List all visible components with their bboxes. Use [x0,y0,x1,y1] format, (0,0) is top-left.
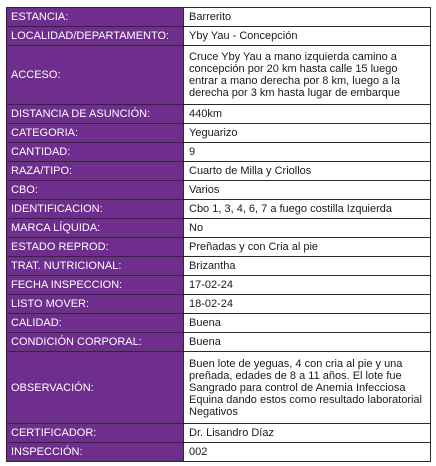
row-identificacion [7,200,431,219]
row-fecha-inspeccion [7,276,431,295]
field-value: Buena [184,314,431,333]
field-value: Dr. Lisandro Díaz [184,424,431,443]
row-certificador [7,424,431,443]
field-label: CERTIFICADOR: [7,424,184,443]
field-label: INSPECCIÓN: [7,443,184,462]
field-value: Varios [184,181,431,200]
field-label: FECHA INSPECCION: [7,276,184,295]
inspection-sheet [6,7,431,462]
field-value: Cuarto de Milla y Criollos [184,162,431,181]
row-condicion-corporal [7,333,431,352]
field-label: CBO: [7,181,184,200]
field-label: CATEGORIA: [7,124,184,143]
row-estancia [7,8,431,27]
field-label: ESTADO REPROD: [7,238,184,257]
row-localidad [7,27,431,46]
row-categoria [7,124,431,143]
field-value: 002 [184,443,431,462]
field-value: Barrerito [184,8,431,27]
row-trat-nutricional [7,257,431,276]
field-value: Cbo 1, 3, 4, 6, 7 a fuego costilla Izquierda [184,200,431,219]
row-inspeccion [7,443,431,462]
row-cantidad [7,143,431,162]
field-label: LISTO MOVER: [7,295,184,314]
field-value: Buena [184,333,431,352]
field-value: Cruce Yby Yau a mano izquierda camino a concepción por 20 km hasta calle 15 luego entrar a mano derecha por 8 km, luego a la derecha por 3 km hasta lugar de embarque [184,46,431,105]
field-label: RAZA/TIPO: [7,162,184,181]
field-value: Brizantha [184,257,431,276]
field-value: 18-02-24 [184,295,431,314]
field-value: Yeguarizo [184,124,431,143]
field-label: ACCESO: [7,46,184,105]
field-label: CANTIDAD: [7,143,184,162]
row-acceso [7,46,431,105]
field-label: DISTANCIA DE ASUNCIÓN: [7,105,184,124]
row-distancia [7,105,431,124]
field-value: No [184,219,431,238]
field-label: MARCA LÍQUIDA: [7,219,184,238]
field-value: 440km [184,105,431,124]
row-estado-reprod [7,238,431,257]
row-listo-mover [7,295,431,314]
row-cbo [7,181,431,200]
row-marca-liquida [7,219,431,238]
field-value: 9 [184,143,431,162]
field-label: IDENTIFICACION: [7,200,184,219]
field-label: TRAT. NUTRICIONAL: [7,257,184,276]
row-calidad [7,314,431,333]
field-label: OBSERVACIÓN: [7,352,184,424]
field-label: ESTANCIA: [7,8,184,27]
row-observacion [7,352,431,424]
field-value: Preñadas y con Cria al pie [184,238,431,257]
field-value: Yby Yau - Concepción [184,27,431,46]
row-raza [7,162,431,181]
field-value: Buen lote de yeguas, 4 con cria al pie y una preñada, edades de 8 a 11 años. El lote fue Sangrado para control de Anemia Infecciosa Equina dando estos como resultado laboratorial Negativos [184,352,431,424]
field-label: CALIDAD: [7,314,184,333]
field-value: 17-02-24 [184,276,431,295]
field-label: CONDICIÓN CORPORAL: [7,333,184,352]
field-label: LOCALIDAD/DEPARTAMENTO: [7,27,184,46]
